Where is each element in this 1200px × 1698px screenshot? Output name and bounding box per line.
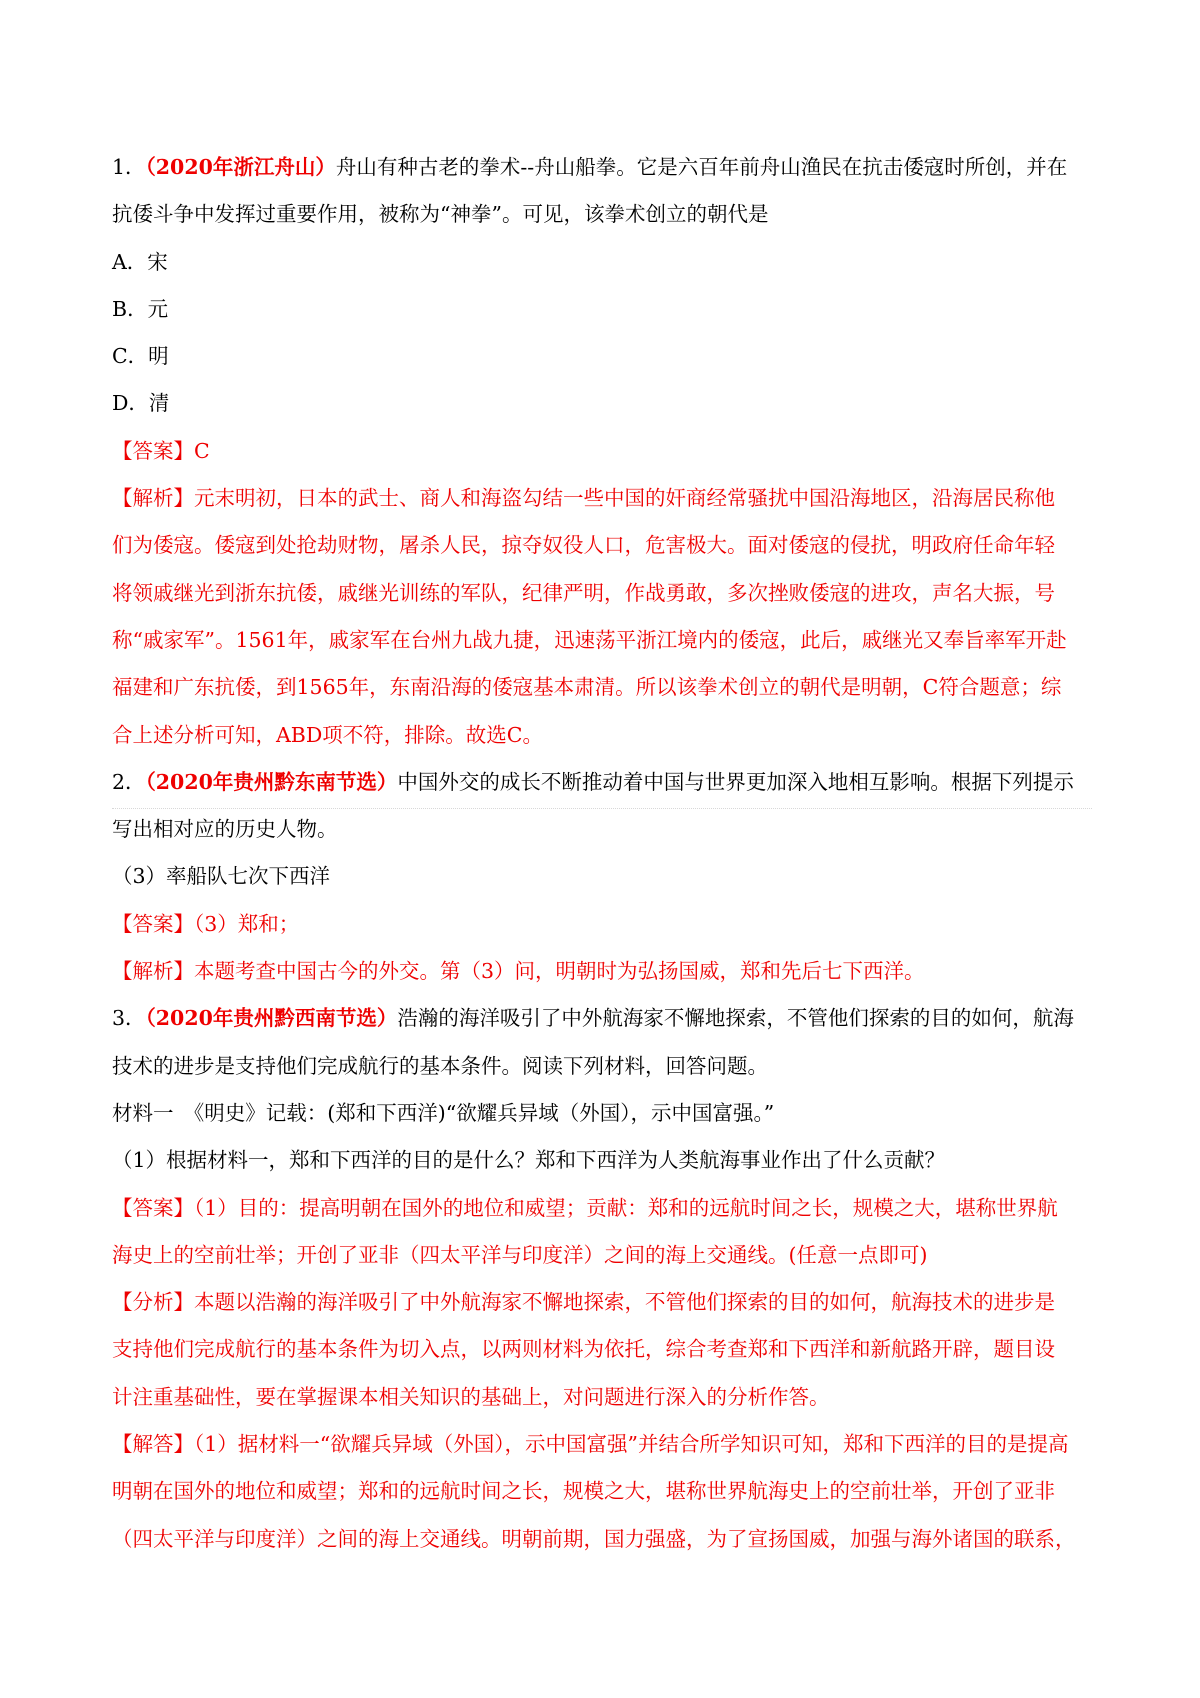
q2-stem-cont: 写出相对应的历史人物。 [112, 817, 338, 842]
q2-analysis-tag: 【解析】 [112, 959, 194, 984]
q1-stem-cont: 抗倭斗争中发挥过重要作用，被称为“神拳”。可见，该拳术创立的朝代是 [112, 202, 769, 227]
q3-answer-tag: 【答案】 [112, 1195, 194, 1220]
q3-stem-cont: 技术的进步是支持他们完成航行的基本条件。阅读下列材料，回答问题。 [112, 1053, 768, 1078]
q3-solution-text1: （1）据材料一“欲耀兵异域（外国），示中国富强”并结合所学知识可知，郑和下西洋的目的是提高 [194, 1432, 1069, 1457]
q2-source: （2020年贵州黔东南节选） [145, 769, 398, 794]
q2-answer-tag: 【答案】 [112, 911, 194, 936]
q1-answer [112, 428, 1092, 475]
q1-stem [112, 144, 1092, 191]
q3-analysis-text1: 本题以浩瀚的海洋吸引了中外航海家不懈地探索，不管他们探索的目的如何，航海技术的进步是 [194, 1290, 1055, 1315]
q3-number: 3． [112, 1006, 146, 1031]
q2-stem [112, 759, 1092, 806]
q2-answer [112, 901, 1092, 948]
q1-source: （2020年浙江舟山） [145, 155, 336, 179]
q1-option-d: D．清 [112, 391, 170, 416]
q1-stem-line1: 舟山有种古老的拳术--舟山船拳。它是六百年前舟山渔民在抗击倭寇时所创，并在 [335, 155, 1068, 179]
q2-sub-question: （3）率船队七次下西洋 [112, 864, 331, 889]
q1-analysis-text1: 元末明初，日本的武士、商人和海盗勾结一些中国的奸商经常骚扰中国沿海地区，沿海居民称他 [194, 486, 1055, 511]
q1-option-c: C．明 [112, 344, 169, 369]
q1-analysis-tag: 【解析】 [112, 486, 194, 511]
q2-analysis-text: 本题考查中国古今的外交。第（3）问，明朝时为弘扬国威，郑和先后七下西洋。 [194, 959, 925, 984]
q3-solution-line2: 明朝在国外的地位和威望；郑和的远航时间之长，规模之大，堪称世界航海史上的空前壮举，开创了亚非 [112, 1479, 1055, 1504]
q3-sub-question: （1）根据材料一，郑和下西洋的目的是什么？郑和下西洋为人类航海事业作出了什么贡献？ [112, 1148, 946, 1173]
q2-answer-value: （3）郑和； [194, 911, 300, 936]
q1-analysis-line3: 将领戚继光到浙东抗倭，戚继光训练的军队，纪律严明，作战勇敢，多次挫败倭寇的进攻，声名大振，号 [112, 580, 1055, 605]
q1-analysis-line4: 称“戚家军”。1561年，戚家军在台州九战九捷，迅速荡平浙江境内的倭寇，此后，戚继光又奉旨率军开赴 [112, 627, 1067, 652]
q1-answer-tag: 【答案】 [112, 438, 194, 463]
q1-analysis-line5: 福建和广东抗倭，到1565年，东南沿海的倭寇基本肃清。所以该拳术创立的朝代是明朝，C符合题意；综 [112, 675, 1062, 700]
q3-answer-line2: 海史上的空前壮举；开创了亚非（四太平洋与印度洋）之间的海上交通线。(任意一点即可) [112, 1242, 928, 1267]
q3-solution-line1 [112, 1421, 1092, 1468]
q2-analysis [112, 948, 1092, 995]
q3-answer-text1: （1）目的：提高明朝在国外的地位和威望；贡献：郑和的远航时间之长，规模之大，堪称世界航 [194, 1195, 1058, 1220]
q1-analysis-line1 [112, 475, 1092, 522]
q3-analysis-line2: 支持他们完成航行的基本条件为切入点，以两则材料为依托，综合考查郑和下西洋和新航路开辟，题目设 [112, 1337, 1055, 1362]
q3-stem-line1: 浩瀚的海洋吸引了中外航海家不懈地探索，不管他们探索的目的如何，航海 [397, 1006, 1074, 1031]
q3-answer-line1 [112, 1185, 1092, 1232]
q3-analysis-line1 [112, 1279, 1092, 1326]
q3-analysis-line3: 计注重基础性，要在掌握课本相关知识的基础上，对问题进行深入的分析作答。 [112, 1384, 830, 1409]
q3-analysis-tag: 【分析】 [112, 1290, 194, 1315]
q3-source: （2020年贵州黔西南节选） [145, 1006, 398, 1031]
q1-analysis-line2: 们为倭寇。倭寇到处抢劫财物，屠杀人民，掠夺奴役人口，危害极大。面对倭寇的侵扰，明政府任命年轻 [112, 533, 1055, 558]
q1-analysis-line6: 合上述分析可知，ABD项不符，排除。故选C。 [112, 722, 543, 747]
document-content [112, 144, 1092, 1563]
q3-stem [112, 995, 1092, 1042]
q2-number: 2． [112, 769, 146, 794]
q1-option-b: B．元 [112, 296, 169, 321]
q3-material: 材料一 《明史》记载：(郑和下西洋)“欲耀兵异域（外国），示中国富强。” [112, 1100, 775, 1125]
q2-stem-line1: 中国外交的成长不断推动着中国与世界更加深入地相互影响。根据下列提示 [397, 769, 1074, 794]
q1-answer-value: C [194, 438, 210, 463]
q1-number: 1． [112, 155, 146, 179]
q3-solution-line3: （四太平洋与印度洋）之间的海上交通线。明朝前期，国力强盛，为了宣扬国威，加强与海外诸国的联系， [112, 1526, 1076, 1551]
q3-solution-tag: 【解答】 [112, 1432, 194, 1457]
q1-option-a: A．宋 [112, 249, 168, 274]
